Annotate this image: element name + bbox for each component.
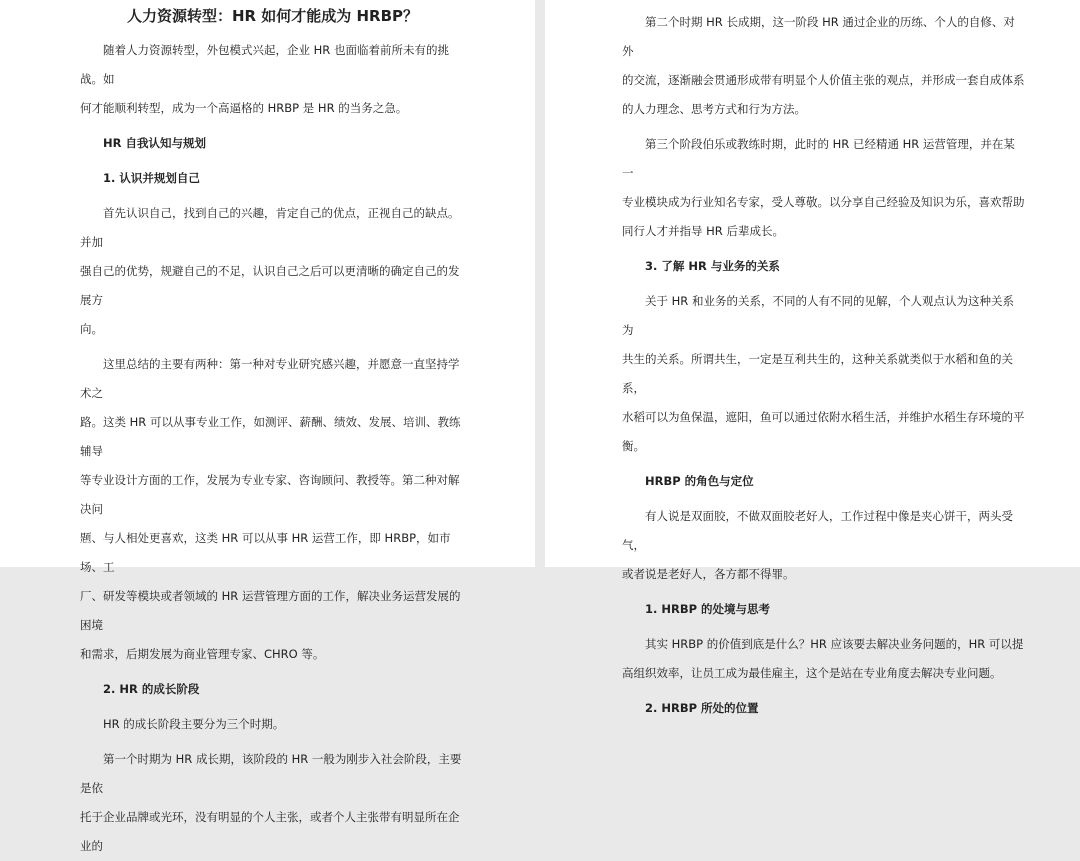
section-heading-hrbp-role: HRBP 的角色与定位	[645, 474, 754, 488]
paragraph-2-line-5: 厂、研发等模块或者领域的 HR 运营管理方面的工作，解决业务运营发展的困境	[80, 589, 461, 632]
subheading-hrbp-position: 2. HRBP 所处的位置	[645, 701, 759, 715]
paragraph-1-line-1: 首先认识自己，找到自己的兴趣，肯定自己的优点，正视自己的缺点。并加	[80, 206, 460, 249]
paragraph-6-line-3: 同行人才并指导 HR 后辈成长。	[622, 224, 784, 238]
paragraph-9-line-1: 其实 HRBP 的价值到底是什么？HR 应该要去解决业务问题的，HR 可以提	[645, 637, 1024, 651]
watermark	[6, 535, 112, 561]
paragraph-8-line-1: 有人说是双面胶，不做双面胶老好人，工作过程中像是夹心饼干，两头受气，	[622, 509, 1013, 552]
paragraph-1-line-2: 强自己的优势，规避自己的不足，认识自己之后可以更清晰的确定自己的发展方	[80, 264, 460, 307]
paragraph-2-line-3: 等专业设计方面的工作，发展为专业专家、咨询顾问、教授等。第二种对解决问	[80, 473, 460, 516]
paragraph-7-line-1: 关于 HR 和业务的关系，不同的人有不同的见解，个人观点认为这种关系为	[622, 294, 1014, 337]
paragraph-5-line-3: 的人力理念、思考方式和行为方法。	[622, 102, 806, 116]
paragraph-2-line-1: 这里总结的主要有两种：第一种对专业研究感兴趣，并愿意一直坚持学术之	[80, 357, 460, 400]
paragraph-1-line-3: 向。	[80, 322, 103, 336]
paragraph-5-line-2: 的交流，逐渐融会贯通形成带有明显个人价值主张的观点，并形成一套自成体系	[622, 73, 1025, 87]
paragraph-intro-line-1: 随着人力资源转型，外包模式兴起，企业 HR 也面临着前所未有的挑战。如	[80, 43, 449, 86]
paragraph-3-line-1: HR 的成长阶段主要分为三个时期。	[103, 717, 285, 731]
paragraph-intro-line-2: 何才能顺利转型，成为一个高逼格的 HRBP 是 HR 的当务之急。	[80, 101, 408, 115]
paragraph-6-line-2: 专业模块成为行业知名专家，受人尊敬。以分享自己经验及知识为乐，喜欢帮助	[622, 195, 1025, 209]
section-heading-self-awareness: HR 自我认知与规划	[103, 136, 206, 150]
paragraph-9-line-2: 高组织效率，让员工成为最佳雇主，这个是站在专业角度去解决专业问题。	[622, 666, 1002, 680]
paragraph-5-line-1: 第二个时期 HR 长成期，这一阶段 HR 通过企业的历练、个人的自修、对外	[622, 15, 1015, 58]
article-title: 人力资源转型：HR 如何才能成为 HRBP？	[126, 7, 419, 25]
watermark-text: 大数跨境	[40, 539, 112, 560]
paragraph-4-line-1: 第一个时期为 HR 成长期，该阶段的 HR 一般为刚步入社会阶段，主要是依	[80, 752, 462, 795]
document-page-left	[0, 0, 535, 853]
subheading-growth-stages: 2. HR 的成长阶段	[103, 682, 200, 696]
paragraph-7-line-4: 衡。	[622, 439, 645, 453]
subheading-hr-business-relation: 3. 了解 HR 与业务的关系	[645, 259, 780, 273]
paragraph-8-line-2: 或者说是老好人，各方都不得罪。	[622, 567, 795, 581]
subheading-know-yourself: 1. 认识并规划自己	[103, 171, 200, 185]
paragraph-6-line-1: 第三个阶段伯乐或教练时期，此时的 HR 已经精通 HR 运营管理，并在某一	[622, 137, 1015, 180]
paragraph-2-line-2: 路。这类 HR 可以从事专业工作，如测评、薪酬、绩效、发展、培训、教练辅导	[80, 415, 461, 458]
paragraph-7-line-3: 水稻可以为鱼保温，遮阳，鱼可以通过依附水稻生活，并维护水稻生存环境的平	[622, 410, 1025, 424]
paragraph-7-line-2: 共生的关系。所谓共生，一定是互利共生的，这种关系就类似于水稻和鱼的关系，	[622, 352, 1013, 395]
subheading-hrbp-situation: 1. HRBP 的处境与思考	[645, 602, 771, 616]
paragraph-4-line-2: 托于企业品牌或光环，没有明显的个人主张，或者个人主张带有明显所在企业的	[80, 810, 460, 853]
brand-logo-icon	[6, 537, 34, 559]
paragraph-2-line-6: 和需求，后期发展为商业管理专家、CHRO 等。	[80, 647, 325, 661]
paragraph-2-line-4: 题、与人相处更喜欢，这类 HR 可以从事 HR 运营工作，即 HRBP，如市场、工	[80, 531, 451, 574]
document-page-right	[545, 0, 1080, 715]
